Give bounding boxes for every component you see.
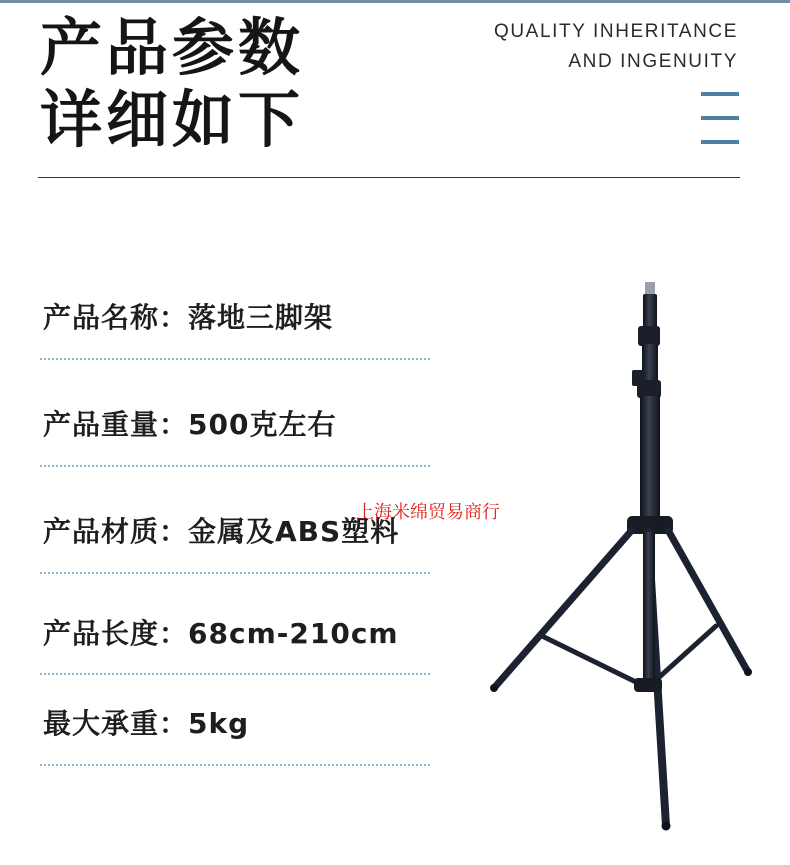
dotted-divider <box>40 572 430 574</box>
tripod-lock-2 <box>637 380 661 398</box>
dotted-divider <box>40 358 430 360</box>
tripod-leg-left <box>494 530 632 688</box>
shop-watermark: 上海米绵贸易商行 <box>356 502 500 523</box>
spec-label: 产品名称： <box>43 301 189 334</box>
spec-row-weight <box>43 403 336 443</box>
tagline-line-1: QUALITY INHERITANCE <box>493 21 738 42</box>
dotted-divider <box>40 673 430 675</box>
tripod-image <box>480 280 770 840</box>
spec-label: 最大承重： <box>43 707 189 740</box>
spec-row-name <box>43 296 333 336</box>
tripod-center-rod <box>643 532 655 682</box>
header-divider <box>38 177 740 178</box>
tripod-foot-right <box>744 668 752 676</box>
tripod-foot-front <box>662 822 671 831</box>
menu-icon <box>701 92 739 148</box>
tripod-brace-left <box>540 635 642 685</box>
tripod-lower-column <box>640 396 660 522</box>
spec-label: 产品长度： <box>43 617 189 650</box>
tripod-middle-section <box>642 344 658 384</box>
tripod-brace-right <box>656 626 716 680</box>
spec-value: 5kg <box>188 707 250 740</box>
top-accent-bar <box>0 0 790 3</box>
spec-row-material <box>43 510 399 550</box>
dotted-divider <box>40 465 430 467</box>
spec-value: 落地三脚架 <box>188 301 334 334</box>
page-title-line-1: 产品参数 <box>40 11 305 84</box>
spec-value: 500克左右 <box>188 408 337 441</box>
tripod-top-section <box>643 294 657 328</box>
spec-value: 68cm-210cm <box>188 617 399 650</box>
spec-row-length <box>43 612 399 652</box>
tripod-leg-right <box>668 530 748 672</box>
page-title-line-2: 详细如下 <box>40 83 305 156</box>
spec-row-max-load <box>43 702 249 742</box>
tagline-line-2: AND INGENUITY <box>568 51 738 72</box>
tripod-foot-left <box>490 684 498 692</box>
tripod-lower-collar <box>634 678 662 692</box>
dotted-divider <box>40 764 430 766</box>
spec-label: 产品材质： <box>43 515 189 548</box>
spec-value: 金属及ABS塑料 <box>188 515 400 548</box>
tripod-spigot <box>645 282 655 296</box>
tripod-lock-1 <box>638 326 660 346</box>
spec-label: 产品重量： <box>43 408 189 441</box>
